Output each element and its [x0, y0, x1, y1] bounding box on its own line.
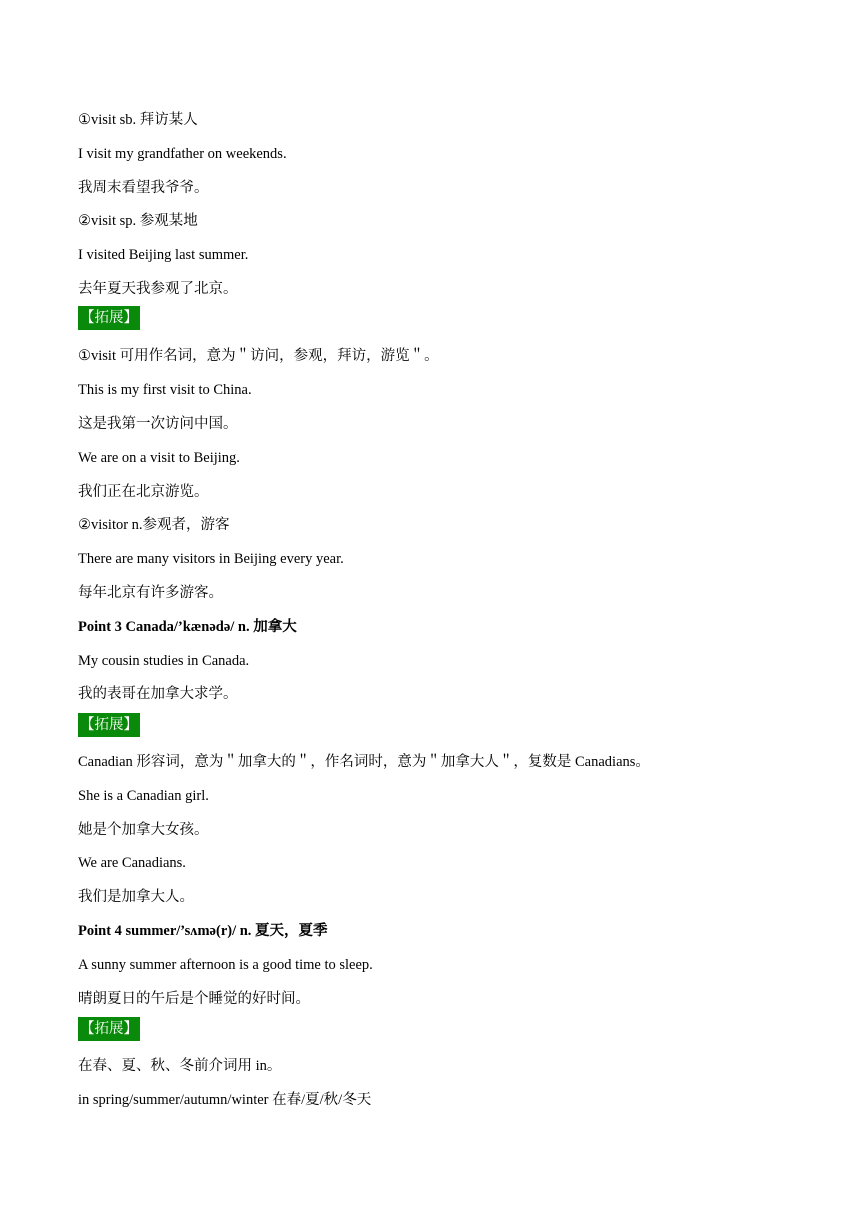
definition-visit-sb: ①visit sb. 拜访某人: [78, 112, 198, 128]
example-sentence-en: There are many visitors in Beijing every year.: [78, 551, 344, 567]
example-sentence-en: We are Canadians.: [78, 855, 186, 871]
example-sentence-en: We are on a visit to Beijing.: [78, 450, 240, 466]
example-sentence-en: My cousin studies in Canada.: [78, 653, 250, 669]
extension-tag: 【拓展】: [78, 306, 140, 330]
point-heading-canada: Point 3 Canada/’kænədə/ n. 加拿大: [78, 619, 297, 635]
example-sentence-zh: 我的表哥在加拿大求学。: [78, 686, 238, 702]
example-sentence-zh: 我们正在北京游览。: [78, 484, 209, 500]
definition-visit-sp: ②visit sp. 参观某地: [78, 213, 198, 229]
extension-tag: 【拓展】: [78, 1017, 140, 1041]
example-sentence-zh: 她是个加拿大女孩。: [78, 822, 209, 838]
example-sentence-en: This is my first visit to China.: [78, 382, 252, 398]
extension-note: 在春、夏、秋、冬前介词用 in。: [78, 1058, 282, 1074]
extension-tag: 【拓展】: [78, 713, 140, 737]
example-sentence-en: She is a Canadian girl.: [78, 788, 209, 804]
extension-note: ①visit 可用作名词，意为＂访问，参观，拜访，游览＂。: [78, 348, 439, 364]
point-heading-summer: Point 4 summer/’sʌmə(r)/ n. 夏天，夏季: [78, 923, 328, 939]
example-sentence-zh: 我们是加拿大人。: [78, 889, 194, 905]
example-sentence-zh: 这是我第一次访问中国。: [78, 416, 238, 432]
usage-example: in spring/summer/autumn/winter 在春/夏/秋/冬天: [78, 1092, 372, 1108]
example-sentence-zh: 去年夏天我参观了北京。: [78, 281, 238, 297]
example-sentence-en: I visited Beijing last summer.: [78, 247, 249, 263]
example-sentence-zh: 每年北京有许多游客。: [78, 585, 223, 601]
definition-visitor: ②visitor n.参观者，游客: [78, 517, 230, 533]
example-sentence-en: A sunny summer afternoon is a good time to sleep.: [78, 957, 373, 973]
extension-note: Canadian 形容词，意为＂加拿大的＂，作名词时，意为＂加拿大人＂，复数是 Canadians。: [78, 754, 650, 770]
example-sentence-zh: 我周末看望我爷爷。: [78, 180, 209, 196]
example-sentence-en: I visit my grandfather on weekends.: [78, 146, 287, 162]
example-sentence-zh: 晴朗夏日的午后是个睡觉的好时间。: [78, 991, 310, 1007]
